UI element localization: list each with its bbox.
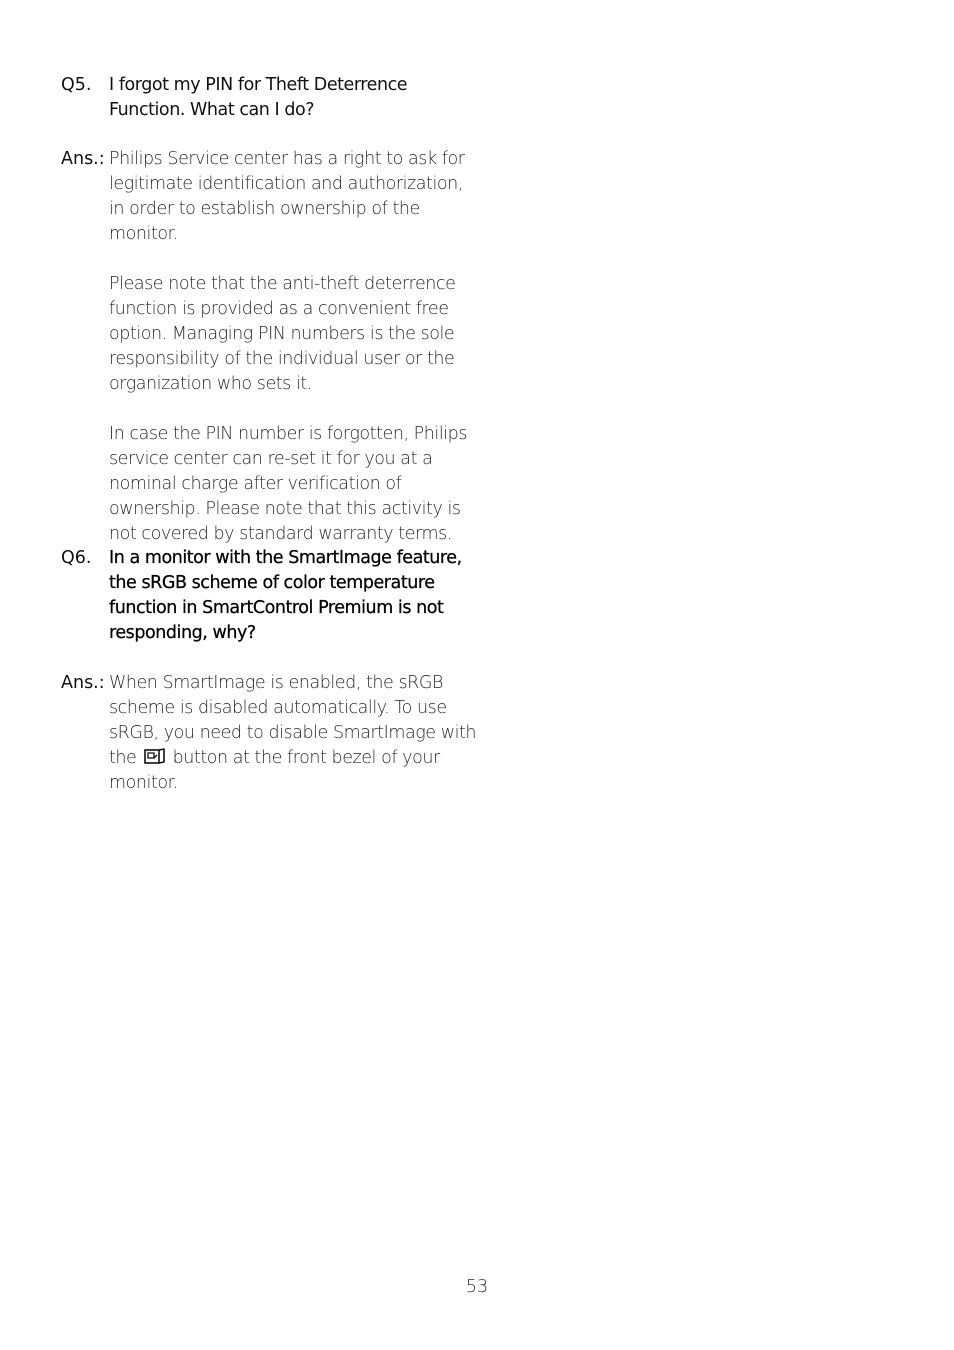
faq-question-q6 bbox=[61, 546, 481, 646]
answer-body bbox=[109, 147, 477, 547]
smartimage-button-icon bbox=[144, 748, 166, 766]
question-text: In a monitor with the SmartImage feature, the sRGB scheme of color temperature function in SmartControl Premium is not responding, why? bbox=[109, 548, 462, 643]
question-label: Q5. bbox=[61, 75, 92, 95]
answer-paragraph: Please note that the anti-theft deterrence function is provided as a convenient free option. Managing PIN numbers is the sole responsibility of the individual user or the organization who sets it. bbox=[109, 274, 456, 394]
page-number: 53 bbox=[465, 1277, 489, 1297]
faq-answer-q5 bbox=[61, 147, 481, 547]
faq-answer-q6 bbox=[61, 671, 481, 796]
answer-label: Ans.: bbox=[61, 149, 105, 169]
answer-text-before-icon: When SmartImage is enabled, the sRGB scheme is disabled automatically. To use sRGB, you need to disable SmartImage with the bbox=[109, 673, 477, 768]
question-label: Q6. bbox=[61, 548, 92, 568]
faq-question-q5 bbox=[61, 73, 481, 123]
answer-text-after-icon: button at the front bezel of your monitor. bbox=[109, 748, 440, 793]
answer-label: Ans.: bbox=[61, 673, 105, 693]
answer-body bbox=[109, 671, 477, 796]
question-text: I forgot my PIN for Theft Deterrence Function. What can I do? bbox=[109, 75, 408, 120]
answer-paragraph: In case the PIN number is forgotten, Philips service center can re-set it for you at a nominal charge after verification of ownership. Please note that this activity is not covered by standard warranty terms. bbox=[109, 424, 467, 544]
answer-paragraph: Philips Service center has a right to ask for legitimate identification and authorization, in order to establish ownership of the monitor. bbox=[109, 149, 465, 244]
